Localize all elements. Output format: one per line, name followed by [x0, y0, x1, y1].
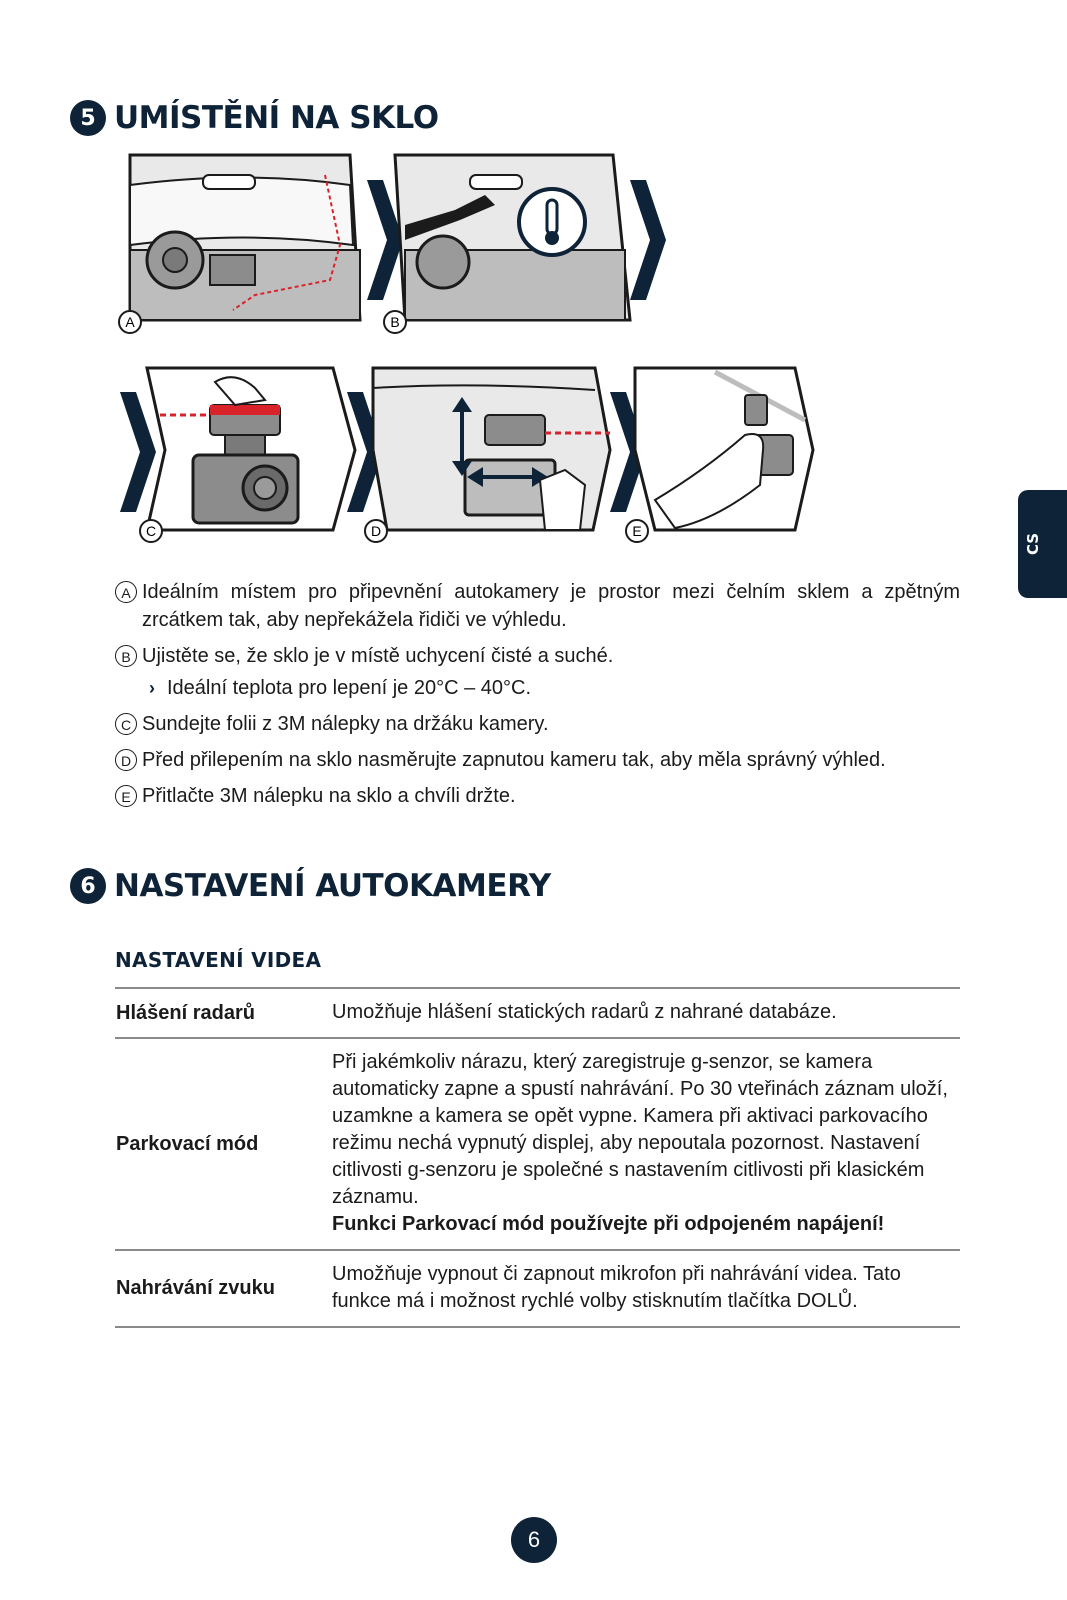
language-tab	[1018, 490, 1067, 598]
panel-d-aim-camera-illustration	[373, 368, 610, 530]
setting-description	[332, 988, 960, 1038]
step-text: Před přilepením na sklo nasměrujte zapnutou kameru tak, aby měla správný výhled.	[142, 749, 886, 771]
panel-e-press-illustration	[635, 368, 813, 530]
setting-description	[332, 1250, 960, 1327]
next-arrow-icon	[630, 180, 666, 300]
step-letter: D	[115, 749, 137, 771]
panel-b-label	[384, 311, 406, 333]
panel-b-cleaning-illustration	[395, 155, 630, 320]
next-arrow-icon	[120, 392, 156, 512]
video-settings-table	[115, 987, 960, 1328]
step-a	[115, 578, 960, 634]
video-settings-subheading: NASTAVENÍ VIDEA	[115, 948, 322, 972]
setting-label: Nahrávání zvuku	[115, 1250, 332, 1327]
table-row	[115, 1038, 960, 1250]
setting-description-text: Při jakémkoliv nárazu, který zaregistruje g-senzor, se kamera automaticky zapne a spustí nahrávání. Po 30 vteřinách záznam uloží, uzamkne a kamera se opět vypne. Kamera při aktivaci parkovacího režimu nechá vypnutý displej, aby nepoutala pozornost. Nastavení citlivosti g-senzoru je společné s nastavením citlivosti při klasickém záznamu.	[332, 1051, 948, 1208]
setting-label: Hlášení radarů	[115, 988, 332, 1038]
panel-e-label	[626, 520, 648, 542]
mounting-illustration	[115, 150, 835, 550]
chevron-right-icon: ›	[149, 678, 155, 698]
section-6-heading	[70, 868, 551, 904]
section-6-number: 6	[70, 868, 106, 904]
section-5-number: 5	[70, 100, 106, 136]
language-tab-label: CS	[1024, 532, 1042, 556]
step-d	[115, 746, 960, 774]
step-text: Přitlačte 3M nálepku na sklo a chvíli držte.	[142, 785, 516, 807]
mounting-steps	[115, 578, 960, 818]
svg-text:E: E	[632, 523, 642, 539]
setting-description-text: Umožňuje hlášení statických radarů z nahrané databáze.	[332, 1001, 837, 1023]
panel-c-remove-film-illustration	[147, 368, 355, 530]
step-e	[115, 782, 960, 810]
panel-a-windshield-illustration	[130, 155, 360, 320]
panel-a-label	[119, 311, 141, 333]
section-5-title: UMÍSTĚNÍ NA SKLO	[114, 100, 439, 136]
svg-text:D: D	[370, 523, 382, 539]
svg-text:B: B	[390, 314, 400, 330]
setting-label: Parkovací mód	[115, 1038, 332, 1250]
page-number: 6	[511, 1517, 557, 1563]
section-6-title: NASTAVENÍ AUTOKAMERY	[114, 868, 551, 904]
step-text: Sundejte folii z 3M nálepky na držáku kamery.	[142, 713, 549, 735]
svg-text:A: A	[125, 314, 135, 330]
temperature-note	[149, 674, 960, 702]
panel-d-label	[365, 520, 387, 542]
step-letter: A	[115, 581, 137, 603]
panel-c-label	[140, 520, 162, 542]
setting-description-text: Umožňuje vypnout či zapnout mikrofon při nahrávání videa. Tato funkce má i možnost rychlé volby stisknutím tlačítka DOLŮ.	[332, 1263, 901, 1312]
step-b	[115, 642, 960, 670]
step-text: Ujistěte se, že sklo je v místě uchycení čisté a suché.	[142, 645, 614, 667]
temperature-note-text: Ideální teplota pro lepení je 20°C – 40°C.	[167, 677, 532, 699]
setting-description	[332, 1038, 960, 1250]
setting-warning-text: Funkci Parkovací mód používejte při odpojeném napájení!	[332, 1213, 885, 1235]
table-row	[115, 988, 960, 1038]
section-5-heading	[70, 100, 439, 136]
table-row	[115, 1250, 960, 1327]
step-c	[115, 710, 960, 738]
step-text: Ideálním místem pro připevnění autokamery je prostor mezi čelním sklem a zpětným zrcátkem tak, aby nepřekážela řidiči ve výhledu.	[142, 581, 960, 631]
svg-text:C: C	[145, 523, 157, 539]
step-letter: C	[115, 713, 137, 735]
step-letter: B	[115, 645, 137, 667]
step-letter: E	[115, 785, 137, 807]
